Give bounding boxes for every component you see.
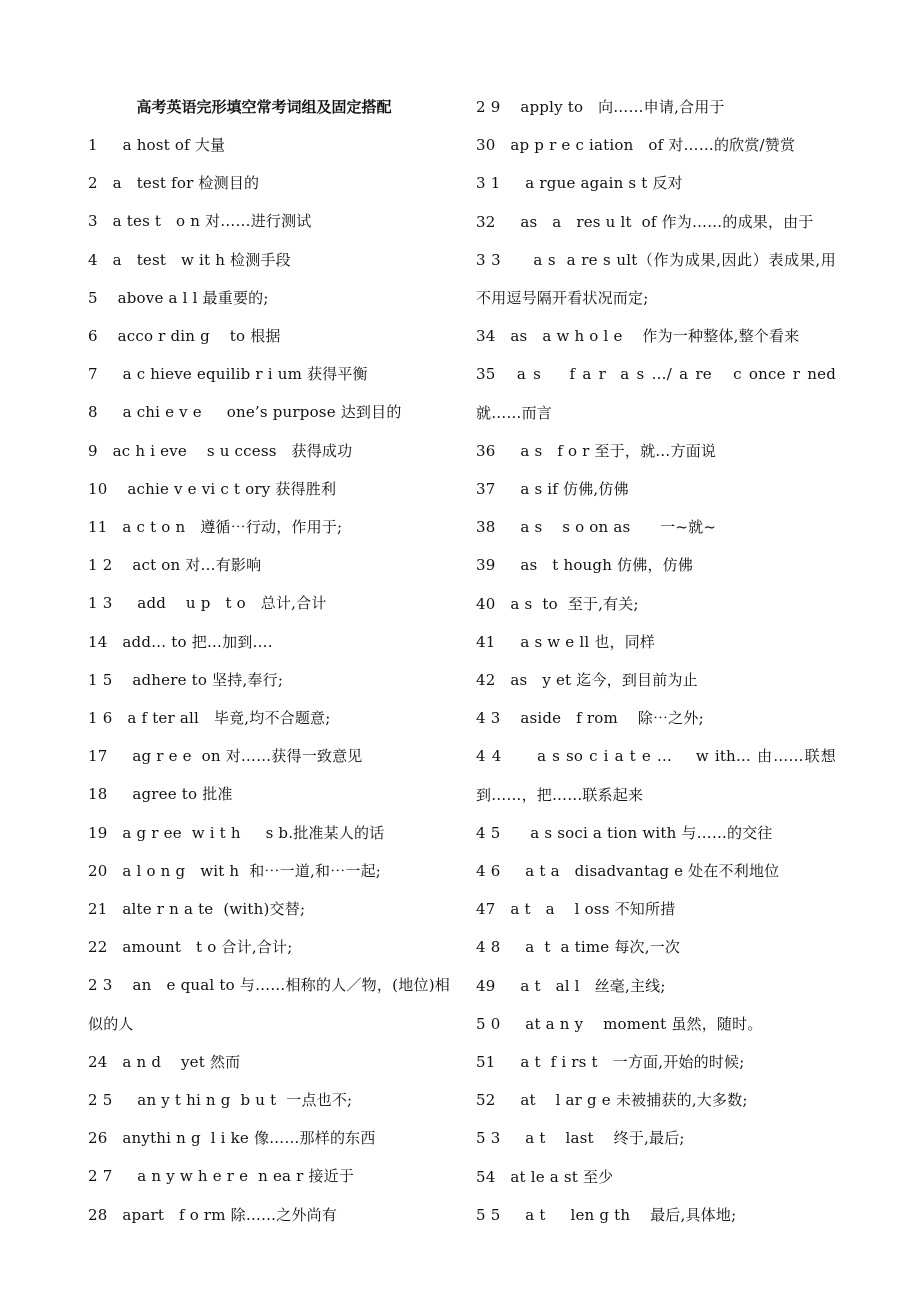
list-item: 28 apart f o rm 除……之外尚有 xyxy=(88,1205,338,1224)
list-item: 30 ap p r e c iation of 对……的欣赏/赞赏 xyxy=(476,136,796,155)
right-column xyxy=(476,88,836,1234)
list-item: 2 7 a n y w h e r e n ea r 接近于 xyxy=(88,1167,355,1186)
list-item: 4 a test w it h 检测手段 xyxy=(88,250,291,269)
list-item: 40 a s to 至于,有关; xyxy=(476,594,639,613)
list-item: 38 a s s o on as 一~就~ xyxy=(476,518,717,537)
list-item: 5 0 at a n y moment 虽然，随时。 xyxy=(476,1014,763,1033)
list-item: 2 3 an e qual to 与……相称的人／物，(地位)相似的人 xyxy=(88,976,450,1033)
list-item: 1 a host of 大量 xyxy=(88,136,226,154)
list-item: 54 at le a st 至少 xyxy=(476,1167,614,1186)
list-item: 5 5 a t len g th 最后,具体地; xyxy=(476,1205,737,1224)
list-item: 39 as t hough 仿佛，仿佛 xyxy=(476,556,694,575)
list-item: 3 3 a s a re s ult（作为成果,因此）表成果,用不用逗号隔开看状况而定; xyxy=(476,250,836,308)
list-item: 32 as a res u lt of 作为……的成果，由于 xyxy=(476,212,814,231)
left-column xyxy=(88,88,450,1234)
list-item: 2 a test for 检测目的 xyxy=(88,174,260,193)
list-item: 9 ac h i eve s u ccess 获得成功 xyxy=(88,441,353,460)
list-item: 49 a t al l 丝毫,主线; xyxy=(476,976,666,995)
list-item: 1 6 a f ter all 毕竟,均不合题意; xyxy=(88,709,331,728)
list-item: 20 a l o n g wit h 和⋯一道,和⋯一起; xyxy=(88,861,382,880)
list-item: 52 at l ar g e 未被捕获的,大多数; xyxy=(476,1091,748,1110)
list-item: 19 a g r ee w i t h s b.批准某人的话 xyxy=(88,823,385,842)
list-item: 2 5 an y t hi n g b u t 一点也不; xyxy=(88,1091,353,1110)
list-item: 5 3 a t last 终于,最后; xyxy=(476,1129,685,1148)
list-item: 3 1 a rgue again s t 反对 xyxy=(476,174,683,193)
list-item: 51 a t f i rs t 一方面,开始的时候; xyxy=(476,1053,745,1072)
list-item: 4 5 a s soci a tion with 与……的交往 xyxy=(476,823,773,842)
list-item: 3 a tes t o n 对……进行测试 xyxy=(88,212,312,231)
list-item: 36 a s f o r 至于，就…方面说 xyxy=(476,441,717,460)
list-item: 37 a s if 仿佛,仿佛 xyxy=(476,480,629,499)
list-item: 8 a chi e v e one’s purpose 达到目的 xyxy=(88,403,402,422)
list-item: 34 as a w h o l e 作为一种整体,整个看来 xyxy=(476,327,800,346)
list-item: 4 8 a t a time 每次,一次 xyxy=(476,938,681,957)
list-item: 4 3 aside f rom 除⋯之外; xyxy=(476,709,704,728)
list-item: 14 add… to 把…加到…. xyxy=(88,632,273,651)
list-item: 5 above a l l 最重要的; xyxy=(88,288,269,307)
list-item: 1 3 add u p t o 总计,合计 xyxy=(88,594,327,613)
list-item: 18 agree to 批准 xyxy=(88,785,233,804)
list-item: 4 6 a t a disadvantag e 处在不利地位 xyxy=(476,862,780,881)
list-item: 42 as y et 迄今，到目前为止 xyxy=(476,671,698,690)
list-item: 35 a s f a r a s …/ a re c once r ned 就……而言 xyxy=(476,365,836,422)
list-item: 26 anythi n g l i ke 像……那样的东西 xyxy=(88,1129,376,1148)
list-item: 7 a c hieve equilib r i um 获得平衡 xyxy=(88,365,368,384)
list-item: 4 4 a s so c i a t e … w ith… 由……联想到……，把……联系起来 xyxy=(476,747,836,804)
list-item: 10 achie v e vi c t ory 获得胜利 xyxy=(88,479,337,498)
list-item: 1 5 adhere to 坚持,奉行; xyxy=(88,670,284,689)
list-item: 1 2 act on 对…有影响 xyxy=(88,556,262,575)
list-item: 22 amount t o 合计,合计; xyxy=(88,938,293,957)
list-item: 17 ag r e e on 对……获得一致意见 xyxy=(88,747,363,766)
list-item: 21 alte r n a te (with)交替; xyxy=(88,900,306,919)
page-title: 高考英语完形填空常考词组及固定搭配 xyxy=(136,98,392,116)
list-item: 47 a t a l oss 不知所措 xyxy=(476,900,676,919)
list-item: 6 acco r din g to 根据 xyxy=(88,327,281,346)
list-item: 41 a s w e ll 也，同样 xyxy=(476,632,656,651)
list-item: 2 9 apply to 向……申请,合用于 xyxy=(476,98,725,116)
list-item: 11 a c t o n 遵循⋯行动，作用于; xyxy=(88,518,343,537)
list-item: 24 a n d yet 然而 xyxy=(88,1052,241,1071)
